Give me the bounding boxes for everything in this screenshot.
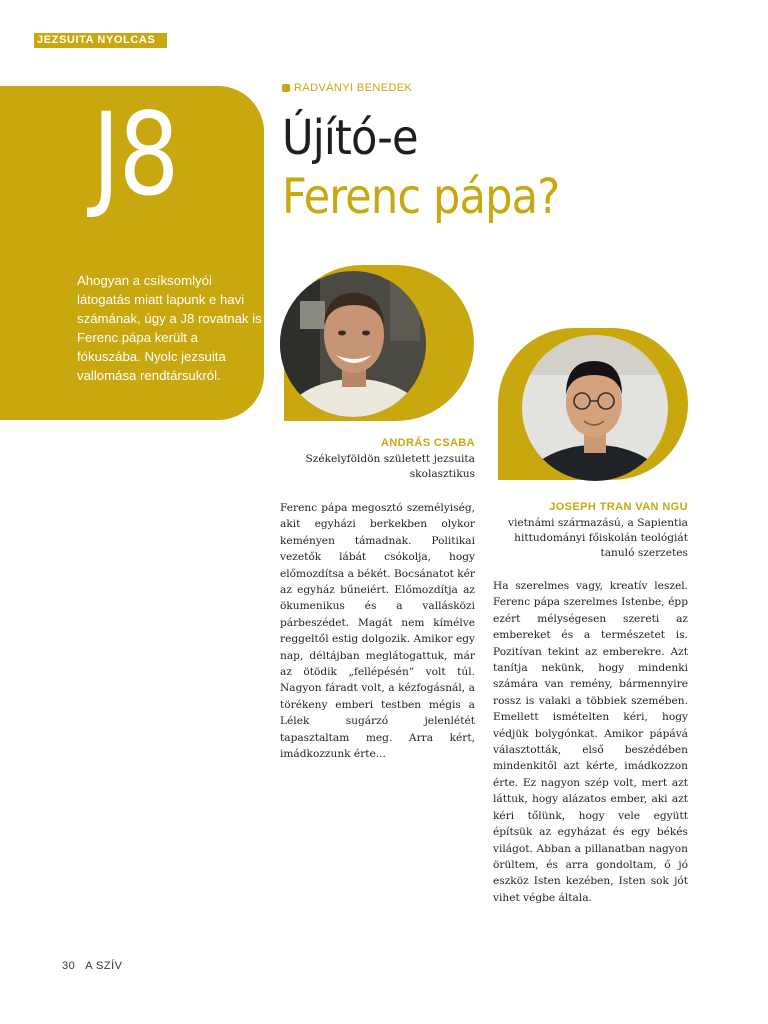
headline-line-2: Ferenc pápa? <box>282 169 560 225</box>
portrait-photo-1 <box>280 271 426 417</box>
profile-caption-1: Székelyföldön született jezsuita skolasztikus <box>305 453 475 480</box>
profile-text-1: Ferenc pápa megosztó személyiség, akit egyházi berkekben olykor keményen támadnak. Politikai vezetők lábát csókolja, hogy előmozdítsa a békét. Bocsánatot kér az egyház bűneiért. Előmozdítja az ökumenikus és a vallásközi párbeszédet. Magát nem kímélve reggeltől estig dolgozik. Amikor egy nap, déltájban meglátogattuk, már az ötödik „fellépésén” volt túl. Nagyon fáradt volt, a kézfogásnál, a törékeny emberi testben mégis a Lélek sugárzó jelenlétét tapasztaltam meg. Arra kért, imádkozzunk érte... <box>280 502 476 761</box>
headline-line-1: Újító-e <box>282 110 418 166</box>
profile-text-2: Ha szerelmes vagy, kreatív leszel. Ferenc pápa szerelmes Istenbe, épp ezért mélységesen szereti az embereket és a természetet is. Pozitívan tekint az emberekre. Azt tanítja nekünk, hogy mindenki számára van remény, bármennyire rossz is valaki a többiek szemében. Emellett ismételten kéri, hogy védjük bolygónkat. Amikor pápává választották, első beszédében mindenkitől azt kérte, imádkozzon érte. Ez nagyon szép volt, mert azt láttuk, hogy alázatos ember, aki azt kéri tőlünk, hogy vele együtt építsük az egyházat és egy békés világot. Abban a pillanatban nagyon örültem, és arra gondoltam, ő jó eszköz Isten kezében, Isten sok jót vihet végbe általa. <box>493 580 688 904</box>
profile-name-1: ANDRÁS CSABA <box>380 437 475 449</box>
section-tag: JEZSUITA NYOLCAS <box>34 33 167 48</box>
profile-caption-2: vietnámi származású, a Sapientia hittudományi főiskolán teológiát tanuló szerzetes <box>508 517 688 559</box>
rubric-logo: J8 <box>92 88 178 221</box>
bullet-icon <box>282 84 290 92</box>
lead-text: Ahogyan a csíksomlyói látogatás miatt lapunk e havi számának, úgy a J8 rovatnak is Ferenc pápa került a fókuszába. Nyolc jezsuita vallomása rendtársukról. <box>77 273 262 383</box>
author-byline <box>282 82 412 94</box>
magazine-name: A SZÍV <box>85 960 123 972</box>
profile-name-2: JOSEPH TRAN VAN NGU <box>549 501 688 513</box>
author-name: RADVÁNYI BENEDEK <box>294 82 413 94</box>
page-number: 30 <box>62 960 76 972</box>
page-footer <box>62 960 123 972</box>
portrait-photo-2 <box>522 335 668 481</box>
